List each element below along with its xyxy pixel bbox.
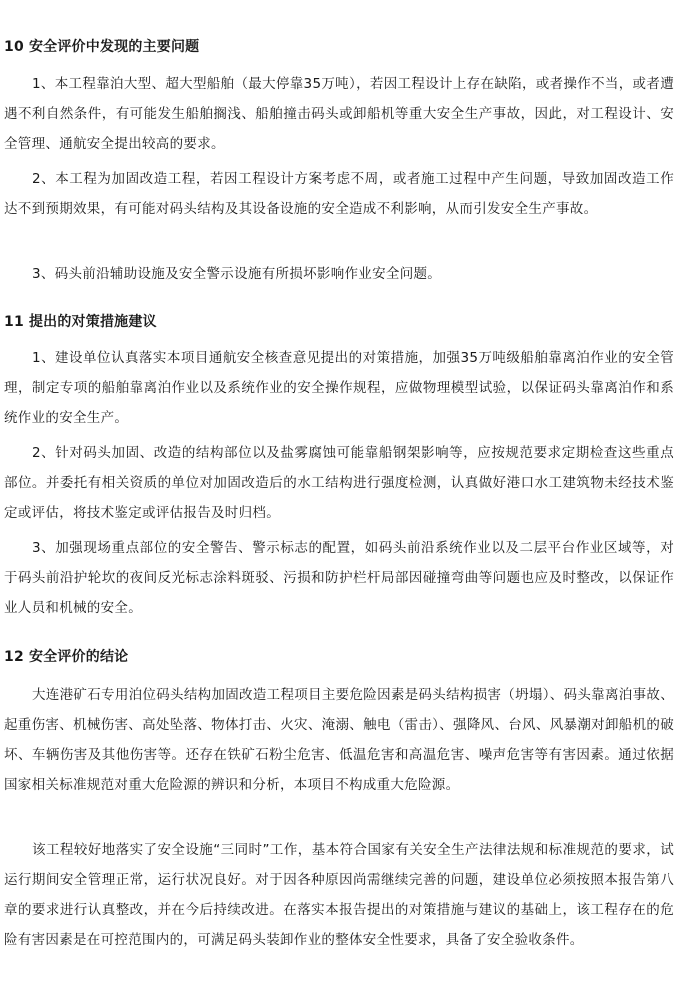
section-10-paragraph-2: 2、本工程为加固改造工程，若因工程设计方案考虑不周，或者施工过程中产生问题，导致加固改造工作达不到预期效果，有可能对码头结构及其设备设施的安全造成不利影响，从而引发安全生产事故。 — [4, 171, 674, 217]
section-10-paragraph-1: 1、本工程靠泊大型、超大型船舶（最大停靠35万吨），若因工程设计上存在缺陷，或者操作不当，或者遭遇不利自然条件，有可能发生船舶搁浅、船舶撞击码头或卸船机等重大安全生产事故，因此，对工程设计、安全管理、通航安全提出较高的要求。 — [4, 76, 674, 152]
section-11-paragraph-3: 3、加强现场重点部位的安全警告、警示标志的配置，如码头前沿系统作业以及二层平台作业区域等，对于码头前沿护轮坎的夜间反光标志涂料斑驳、污损和防护栏杆局部因碰撞弯曲等问题也应及时整改，以保证作业人员和机械的安全。 — [4, 540, 674, 616]
section-heading-11: 11 提出的对策措施建议 — [4, 314, 157, 330]
section-11-paragraph-1: 1、建设单位认真落实本项目通航安全核查意见提出的对策措施，加强35万吨级船舶靠离泊作业的安全管理，制定专项的船舶靠离泊作业以及系统作业的安全操作规程，应做物理模型试验，以保证码头靠离泊作和系统作业的安全生产。 — [4, 350, 674, 426]
section-12-paragraph-1: 大连港矿石专用泊位码头结构加固改造工程项目主要危险因素是码头结构损害（坍塌）、码头靠离泊事故、起重伤害、机械伤害、高处坠落、物体打击、火灾、淹溺、触电（雷击）、强降风、台风、风暴潮对卸船机的破坏、车辆伤害及其他伤害等。还存在铁矿石粉尘危害、低温危害和高温危害、噪声危害等有害因素。通过依据国家相关标准规范对重大危险源的辨识和分析，本项目不构成重大危险源。 — [4, 687, 674, 793]
section-12-paragraph-2: 该工程较好地落实了安全设施“三同时”工作，基本符合国家有关安全生产法律法规和标准规范的要求，试运行期间安全管理正常，运行状况良好。对于因各种原因尚需继续完善的问题，建设单位必须按照本报告第八章的要求进行认真整改，并在今后持续改进。在落实本报告提出的对策措施与建议的基础上，该工程存在的危险有害因素是在可控范围内的，可满足码头装卸作业的整体安全性要求，具备了安全验收条件。 — [4, 842, 674, 948]
section-11-paragraph-2: 2、针对码头加固、改造的结构部位以及盐雾腐蚀可能靠船钢架影响等，应按规范要求定期检查这些重点部位。并委托有相关资质的单位对加固改造后的水工结构进行强度检测，认真做好港口水工建筑物未经技术鉴定或评估，将技术鉴定或评估报告及时归档。 — [4, 445, 674, 521]
section-10-paragraph-3: 3、码头前沿辅助设施及安全警示设施有所损坏影响作业安全问题。 — [32, 266, 442, 282]
section-heading-12: 12 安全评价的结论 — [4, 649, 129, 665]
section-heading-10: 10 安全评价中发现的主要问题 — [4, 39, 200, 55]
